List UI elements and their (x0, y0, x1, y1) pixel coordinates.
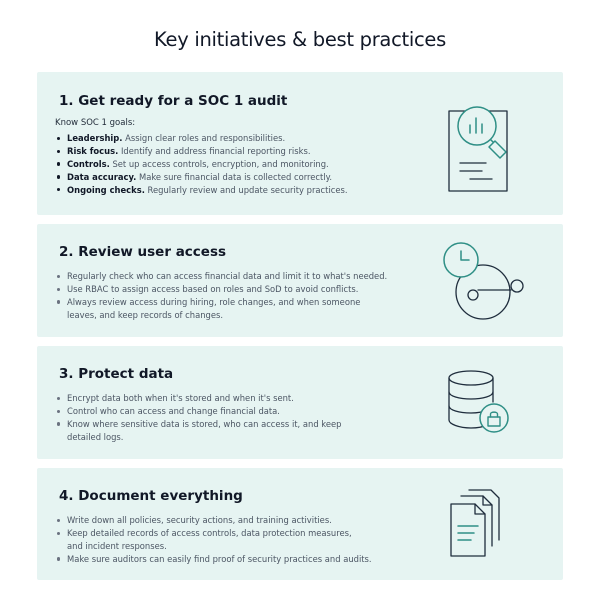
database-lock-icon (443, 368, 523, 440)
list-item: Leadership. Assign clear roles and responsibilities. (67, 132, 407, 145)
clock-key-icon (439, 238, 529, 323)
list-item: Use RBAC to assign access based on roles and SoD to avoid conflicts. (67, 283, 389, 296)
list-item: Keep detailed records of access controls, data protection measures, and incident responses. (67, 527, 367, 553)
list-item: Control who can access and change financial data. (67, 405, 357, 418)
card-intro: Know SOC 1 goals: (55, 118, 136, 128)
list-item: Write down all policies, security actions, and training activities. (67, 514, 367, 527)
card-review-user-access (37, 224, 563, 337)
list-item: Make sure auditors can easily find proof of security practices and audits. (67, 553, 372, 564)
card-soc1-audit (37, 72, 563, 215)
list-item: Know where sensitive data is stored, who can access it, and keep detailed logs. (67, 418, 357, 444)
list-item: Encrypt data both when it's stored and when it's sent. (67, 392, 357, 405)
list-item: Data accuracy. Make sure financial data is collected correctly. (67, 171, 407, 184)
list-item: Regularly check who can access financial data and limit it to what's needed. (67, 271, 388, 281)
card-title: 4. Document everything (59, 488, 243, 504)
card-title: 2. Review user access (59, 244, 227, 260)
list-item: Ongoing checks. Regularly review and update security practices. (67, 184, 407, 197)
bullet-list (67, 392, 357, 444)
list-item: Risk focus. Identify and address financial reporting risks. (67, 145, 407, 158)
page-title: Key initiatives & best practices (154, 28, 446, 51)
goals-list (67, 132, 407, 197)
list-item: Always review access during hiring, role changes, and when someone leaves, and keep records of changes. (67, 296, 389, 322)
card-protect-data (37, 346, 563, 459)
card-title: 3. Protect data (59, 366, 174, 382)
card-title: 1. Get ready for a SOC 1 audit (59, 93, 288, 109)
stacked-documents-icon (447, 488, 517, 563)
document-magnifier-chart-icon (442, 105, 522, 200)
list-item: Controls. Set up access controls, encryption, and monitoring. (67, 158, 407, 171)
card-document-everything (37, 468, 563, 580)
bullet-list (67, 514, 372, 566)
bullet-list (67, 270, 389, 322)
